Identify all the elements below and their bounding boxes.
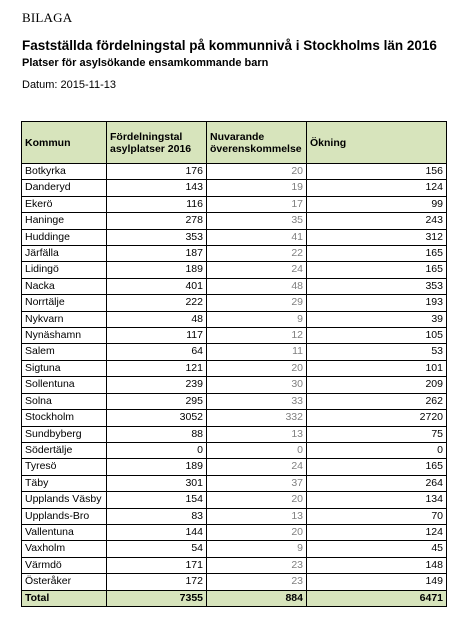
- table-row: [22, 410, 447, 426]
- total-label: Total: [22, 590, 107, 606]
- cell-okning: 39: [307, 311, 447, 327]
- cell-fordelningstal: 88: [107, 426, 207, 442]
- table-body: [22, 164, 447, 591]
- cell-nuvarande: 24: [207, 262, 307, 278]
- cell-okning: 156: [307, 164, 447, 180]
- cell-kommun: Vaxholm: [22, 541, 107, 557]
- cell-fordelningstal: 121: [107, 360, 207, 376]
- cell-kommun: Nykvarn: [22, 311, 107, 327]
- cell-okning: 243: [307, 213, 447, 229]
- cell-okning: 0: [307, 442, 447, 458]
- cell-okning: 45: [307, 541, 447, 557]
- cell-fordelningstal: 278: [107, 213, 207, 229]
- cell-kommun: Ekerö: [22, 196, 107, 212]
- cell-fordelningstal: 189: [107, 459, 207, 475]
- cell-kommun: Upplands-Bro: [22, 508, 107, 524]
- cell-fordelningstal: 154: [107, 492, 207, 508]
- total-okning: 6471: [307, 590, 447, 606]
- cell-kommun: Haninge: [22, 213, 107, 229]
- cell-kommun: Värmdö: [22, 557, 107, 573]
- cell-okning: 124: [307, 524, 447, 540]
- cell-nuvarande: 19: [207, 180, 307, 196]
- table-row: [22, 557, 447, 573]
- cell-fordelningstal: 187: [107, 246, 207, 262]
- table-row: [22, 262, 447, 278]
- cell-nuvarande: 11: [207, 344, 307, 360]
- cell-okning: 148: [307, 557, 447, 573]
- cell-fordelningstal: 176: [107, 164, 207, 180]
- cell-nuvarande: 17: [207, 196, 307, 212]
- cell-kommun: Lidingö: [22, 262, 107, 278]
- table-row: [22, 393, 447, 409]
- cell-okning: 149: [307, 574, 447, 590]
- cell-nuvarande: 23: [207, 557, 307, 573]
- cell-fordelningstal: 222: [107, 295, 207, 311]
- table-row: [22, 344, 447, 360]
- table-footer: [22, 590, 447, 606]
- table-row: [22, 164, 447, 180]
- table-row: [22, 328, 447, 344]
- total-fordelningstal: 7355: [107, 590, 207, 606]
- cell-kommun: Järfälla: [22, 246, 107, 262]
- table-row: [22, 196, 447, 212]
- table-header: [22, 122, 447, 164]
- cell-nuvarande: 35: [207, 213, 307, 229]
- cell-kommun: Danderyd: [22, 180, 107, 196]
- cell-okning: 165: [307, 459, 447, 475]
- cell-nuvarande: 20: [207, 360, 307, 376]
- cell-fordelningstal: 172: [107, 574, 207, 590]
- cell-fordelningstal: 401: [107, 278, 207, 294]
- cell-kommun: Nacka: [22, 278, 107, 294]
- cell-nuvarande: 20: [207, 524, 307, 540]
- cell-okning: 193: [307, 295, 447, 311]
- cell-fordelningstal: 189: [107, 262, 207, 278]
- attachment-label: BILAGA: [22, 10, 73, 25]
- cell-nuvarande: 48: [207, 278, 307, 294]
- cell-kommun: Södertälje: [22, 442, 107, 458]
- cell-nuvarande: 12: [207, 328, 307, 344]
- table-row: [22, 492, 447, 508]
- total-row: [22, 590, 447, 606]
- cell-nuvarande: 13: [207, 426, 307, 442]
- cell-okning: 165: [307, 246, 447, 262]
- table-row: [22, 574, 447, 590]
- table-row: [22, 295, 447, 311]
- cell-fordelningstal: 171: [107, 557, 207, 573]
- cell-okning: 312: [307, 229, 447, 245]
- cell-okning: 70: [307, 508, 447, 524]
- table-row: [22, 442, 447, 458]
- cell-nuvarande: 30: [207, 377, 307, 393]
- cell-fordelningstal: 295: [107, 393, 207, 409]
- cell-okning: 353: [307, 278, 447, 294]
- cell-fordelningstal: 144: [107, 524, 207, 540]
- document-title: Fastställda fördelningstal på kommunnivå i Stockholms län 2016: [22, 38, 437, 53]
- table-row: [22, 426, 447, 442]
- cell-fordelningstal: 3052: [107, 410, 207, 426]
- column-header-nuvarande: Nuvarande överenskommelse: [207, 122, 307, 164]
- cell-fordelningstal: 83: [107, 508, 207, 524]
- cell-nuvarande: 0: [207, 442, 307, 458]
- cell-nuvarande: 9: [207, 541, 307, 557]
- document-subtitle: Platser för asylsökande ensamkommande barn: [22, 57, 269, 69]
- table-row: [22, 229, 447, 245]
- cell-fordelningstal: 353: [107, 229, 207, 245]
- cell-kommun: Solna: [22, 393, 107, 409]
- table-row: [22, 377, 447, 393]
- cell-okning: 53: [307, 344, 447, 360]
- table-row: [22, 524, 447, 540]
- cell-nuvarande: 24: [207, 459, 307, 475]
- cell-okning: 134: [307, 492, 447, 508]
- cell-kommun: Nynäshamn: [22, 328, 107, 344]
- table-row: [22, 475, 447, 491]
- cell-fordelningstal: 64: [107, 344, 207, 360]
- cell-okning: 99: [307, 196, 447, 212]
- cell-kommun: Sigtuna: [22, 360, 107, 376]
- cell-nuvarande: 20: [207, 492, 307, 508]
- cell-okning: 105: [307, 328, 447, 344]
- cell-fordelningstal: 117: [107, 328, 207, 344]
- cell-nuvarande: 29: [207, 295, 307, 311]
- cell-kommun: Stockholm: [22, 410, 107, 426]
- cell-fordelningstal: 0: [107, 442, 207, 458]
- cell-kommun: Sundbyberg: [22, 426, 107, 442]
- cell-fordelningstal: 54: [107, 541, 207, 557]
- cell-fordelningstal: 116: [107, 196, 207, 212]
- table-row: [22, 541, 447, 557]
- cell-kommun: Sollentuna: [22, 377, 107, 393]
- cell-fordelningstal: 143: [107, 180, 207, 196]
- cell-nuvarande: 41: [207, 229, 307, 245]
- table-row: [22, 213, 447, 229]
- column-header-fordelningstal: Fördelningstal asylplatser 2016: [107, 122, 207, 164]
- cell-okning: 75: [307, 426, 447, 442]
- cell-nuvarande: 20: [207, 164, 307, 180]
- table-row: [22, 246, 447, 262]
- cell-nuvarande: 332: [207, 410, 307, 426]
- cell-okning: 2720: [307, 410, 447, 426]
- cell-nuvarande: 22: [207, 246, 307, 262]
- cell-okning: 264: [307, 475, 447, 491]
- cell-nuvarande: 37: [207, 475, 307, 491]
- cell-nuvarande: 23: [207, 574, 307, 590]
- cell-fordelningstal: 301: [107, 475, 207, 491]
- cell-nuvarande: 33: [207, 393, 307, 409]
- cell-kommun: Tyresö: [22, 459, 107, 475]
- table-row: [22, 459, 447, 475]
- cell-nuvarande: 9: [207, 311, 307, 327]
- column-header-kommun: Kommun: [22, 122, 107, 164]
- cell-okning: 165: [307, 262, 447, 278]
- cell-okning: 262: [307, 393, 447, 409]
- cell-fordelningstal: 239: [107, 377, 207, 393]
- table-row: [22, 180, 447, 196]
- cell-nuvarande: 13: [207, 508, 307, 524]
- cell-okning: 101: [307, 360, 447, 376]
- table-row: [22, 311, 447, 327]
- cell-kommun: Vallentuna: [22, 524, 107, 540]
- table-row: [22, 508, 447, 524]
- total-nuvarande: 884: [207, 590, 307, 606]
- cell-kommun: Täby: [22, 475, 107, 491]
- cell-okning: 209: [307, 377, 447, 393]
- column-header-okning: Ökning: [307, 122, 447, 164]
- cell-kommun: Salem: [22, 344, 107, 360]
- table-row: [22, 360, 447, 376]
- allocation-table: [21, 121, 447, 607]
- cell-kommun: Österåker: [22, 574, 107, 590]
- cell-kommun: Huddinge: [22, 229, 107, 245]
- cell-okning: 124: [307, 180, 447, 196]
- cell-kommun: Upplands Väsby: [22, 492, 107, 508]
- table-row: [22, 278, 447, 294]
- cell-kommun: Norrtälje: [22, 295, 107, 311]
- document-date: Datum: 2015-11-13: [22, 79, 116, 91]
- cell-fordelningstal: 48: [107, 311, 207, 327]
- cell-kommun: Botkyrka: [22, 164, 107, 180]
